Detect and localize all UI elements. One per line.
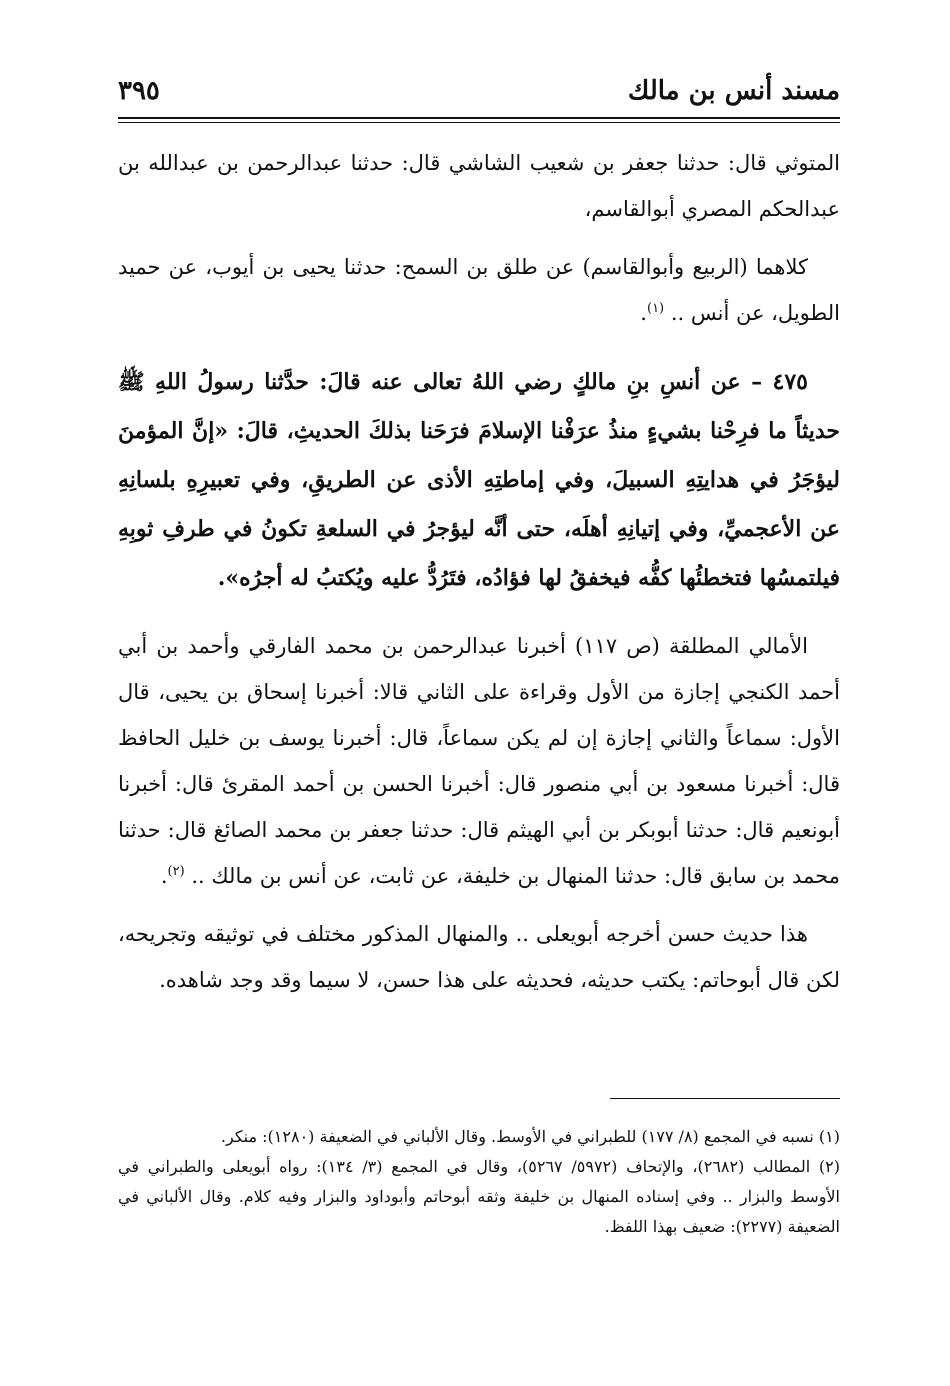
paragraph-text: كلاهما (الربيع وأبوالقاسم) عن طلق بن السمح: حدثنا يحيى بن أيوب، عن حميد الطويل، عن أنس .. [118,255,840,325]
footnote-1: (١) نسبه في المجمع (٨/ ١٧٧) للطبراني في الأوسط. وقال الألباني في الضعيفة (١٢٨٠): منكر. [220,1127,840,1146]
paragraph-amali-source: الأمالي المطلقة (ص ١١٧) أخبرنا عبدالرحمن بن محمد الفارقي وأحمد بن أبي أحمد الكنجي إجازة من الأول وقراءة على الثاني قالا: أخبرنا إسحاق بن يحيى، قال الأول: سماعاً والثاني إجازة إن لم يكن سماعاً، قال: أخبرنا يوسف بن خليل الحافظ قال: أخبرنا مسعود بن أبي منصور قال: أخبرنا الحسن بن أحمد المقرئ قال: أخبرنا أبونعيم قال: حدثنا أبوبكر بن أبي الهيثم قال: حدثنا جعفر بن محمد الصائغ قال: حدثنا محمد بن سابق قال: حدثنا المنهال بن خليفة، عن ثابت، عن أنس بن مالك .. $^{(٢)}$. [118,634,840,888]
footnote-2: (٢) المطالب (٢٦٨٢)، والإتحاف (٥٩٧٢/ ٥٢٦٧)، وقال في المجمع (٣/ ١٣٤): رواه أبويعلى والطبراني في الأوسط والبزار .. وفي إسناده المنهال بن خليفة وثقه أبوحاتم وأبوداود والبزار وفيه كلام. وقال الألباني في الضعيفة (٢٢٧٧): ضعيف بهذا اللفظ. [118,1157,841,1236]
main-text [118,140,840,1015]
hadith-475: ٤٧٥ – عن أنسِ بنِ مالكٍ رضي اللهُ تعالى عنه قالَ: حدَّثنا رسولُ اللهِ ﷺ حديثاً ما فرِحْنا بشيءٍ منذُ عرَفْنا الإسلامَ فرَحَنا بذلكَ الحديثِ، قالَ: «إنَّ المؤمنَ ليؤجَرُ في هدايتِهِ السبيلَ، وفي إماطتِهِ الأذى عن الطريقِ، وفي تعبيرِهِ بلسانِهِ عن الأعجميِّ، وفي إتيانِهِ أهلَه، حتى أنَّه ليؤجرُ في السلعةِ تكونُ في طرفِ ثوبِهِ فيلتمسُها فتخطئُها كفُّه فيخفقُ لها فؤادُه، فتَرُدُّ عليه ويُكتبُ له أجرُه». [118,369,840,591]
footnote-separator [610,1098,840,1099]
header-rule [118,117,840,119]
footnote-ref-1: (١) [646,301,665,316]
header-rule-thin [118,122,840,123]
footnotes [118,1122,840,1242]
paragraph-isnad-joint: كلاهما (الربيع وأبوالقاسم) عن طلق بن السمح: حدثنا يحيى بن أيوب، عن حميد الطويل، عن أنس .. $^{(١)}$. [118,255,840,325]
footnote-ref-2: (٢) [167,864,185,879]
book-page [118,0,840,1386]
paragraph-grading: هذا حديث حسن أخرجه أبويعلى .. والمنهال المذكور مختلف في توثيقه وتجريحه، لكن قال أبوحاتم: يكتب حديثه، فحديثه على هذا حسن، لا سيما وقد وجد شاهده. [118,922,840,992]
page-number: ٣٩٥ [118,76,160,106]
paragraph-isnad-continuation: المتوثي قال: حدثنا جعفر بن شعيب الشاشي قال: حدثنا عبدالرحمن بن عبدالله بن عبدالحكم المصري أبوالقاسم، [118,151,840,221]
page-header [118,72,840,112]
paragraph-text: الأمالي المطلقة (ص ١١٧) أخبرنا عبدالرحمن بن محمد الفارقي وأحمد بن أبي أحمد الكنجي إجازة من الأول وقراءة على الثاني قالا: أخبرنا إسحاق بن يحيى، قال الأول: سماعاً والثاني إجازة إن لم يكن سماعاً، قال: أخبرنا يوسف بن خليل الحافظ قال: أخبرنا مسعود بن أبي منصور قال: أخبرنا الحسن بن أحمد المقرئ قال: أخبرنا أبونعيم قال: حدثنا أبوبكر بن أبي الهيثم قال: حدثنا جعفر بن محمد الصائغ قال: حدثنا محمد بن سابق قال: حدثنا المنهال بن خليفة، عن ثابت، عن أنس بن مالك .. [118,634,840,888]
running-title: مسند أنس بن مالك [627,76,840,106]
